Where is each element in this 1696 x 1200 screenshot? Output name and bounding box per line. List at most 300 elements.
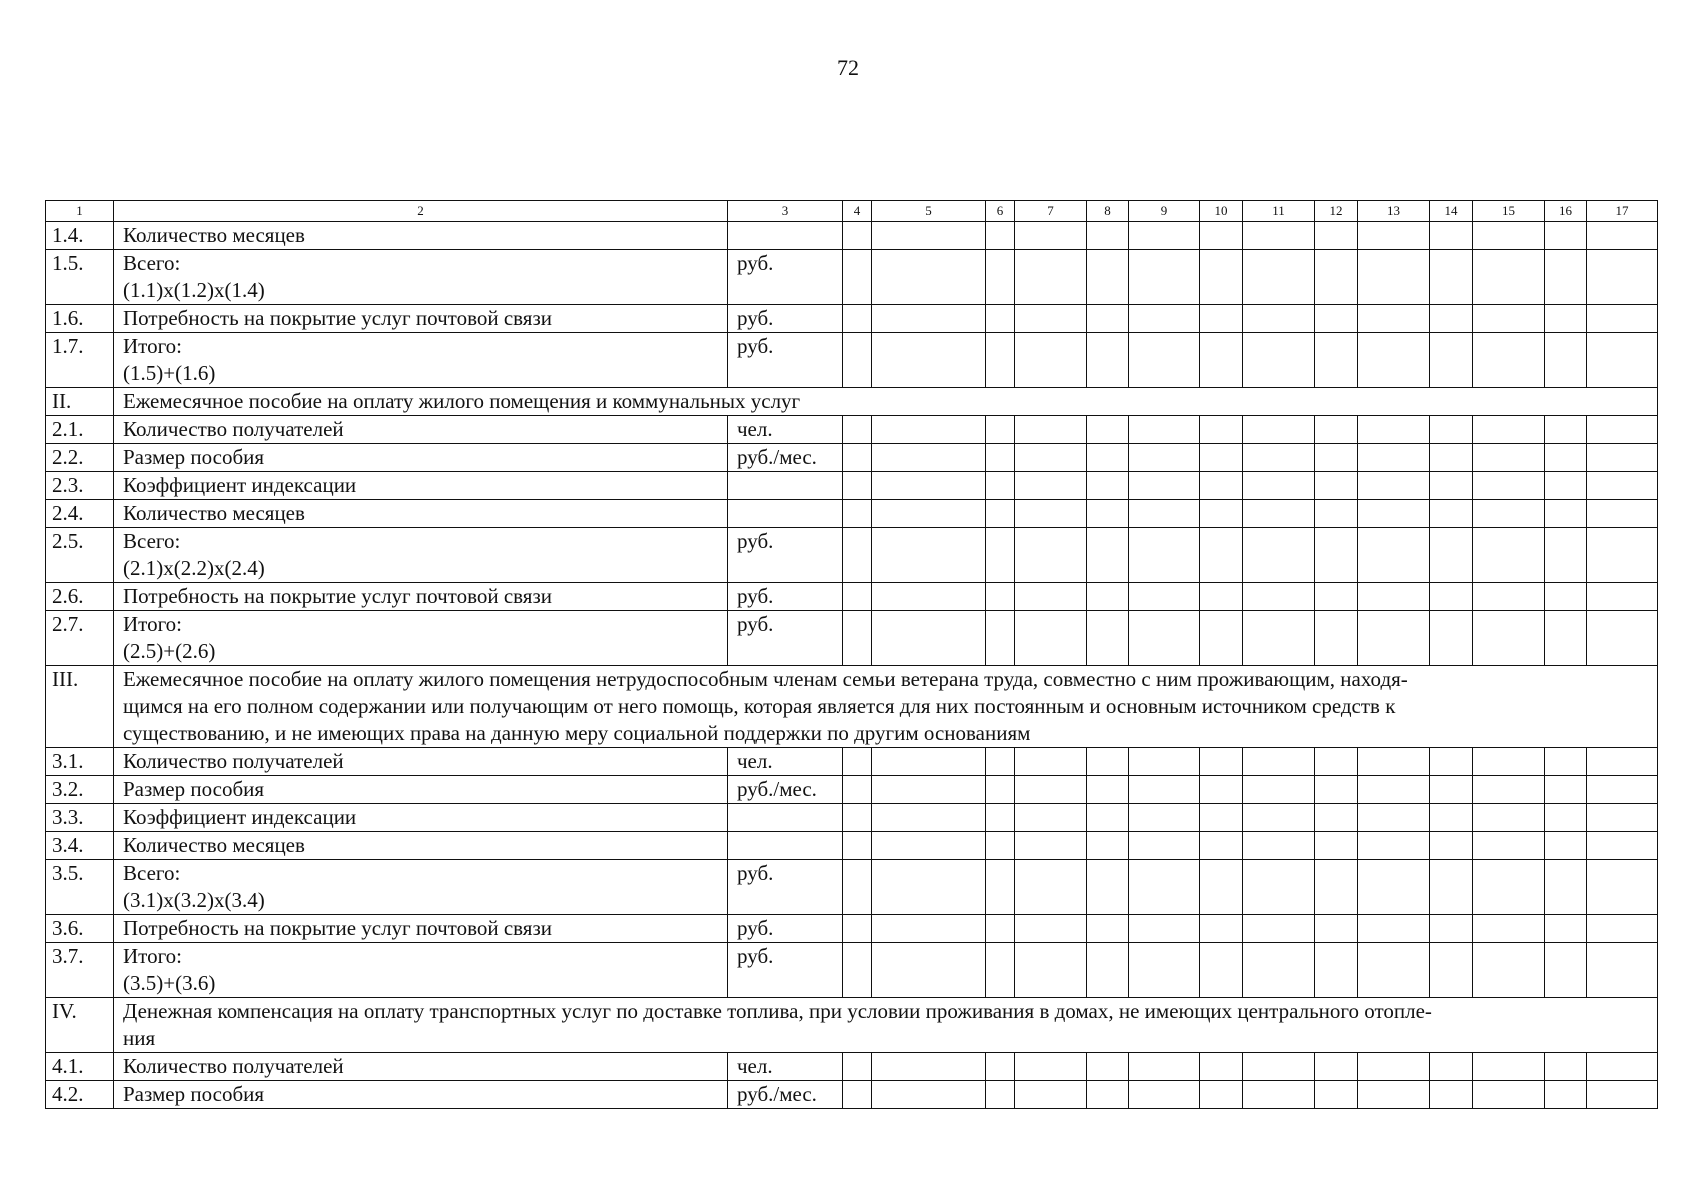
indicator-label: Количество месяцев [123, 223, 305, 247]
unit-cell: руб. [728, 583, 843, 611]
value-cell [1473, 943, 1545, 998]
value-cell [1430, 250, 1473, 305]
unit-cell: руб./мес. [728, 444, 843, 472]
value-cell [1200, 748, 1243, 776]
value-cell [1545, 832, 1587, 860]
value-cell [1243, 444, 1315, 472]
value-cell [1129, 832, 1200, 860]
value-cell [1473, 416, 1545, 444]
value-cell [1358, 305, 1430, 333]
value-cell [1087, 943, 1129, 998]
value-cell [1315, 444, 1358, 472]
table-row [46, 472, 1658, 500]
table-row [46, 1081, 1658, 1109]
value-cell [1015, 915, 1087, 943]
value-cell [1315, 416, 1358, 444]
value-cell [1243, 416, 1315, 444]
table-row [46, 305, 1658, 333]
value-cell [1087, 1081, 1129, 1109]
value-cell [986, 528, 1015, 583]
value-cell [1200, 915, 1243, 943]
value-cell [986, 305, 1015, 333]
page-number: 72 [837, 55, 859, 80]
indicator-name [114, 583, 728, 611]
unit-cell [728, 804, 843, 832]
value-cell [872, 915, 986, 943]
value-cell [1545, 748, 1587, 776]
value-cell [1200, 860, 1243, 915]
value-cell [1358, 472, 1430, 500]
value-cell [872, 416, 986, 444]
table-row [46, 943, 1658, 998]
value-cell [1129, 804, 1200, 832]
value-cell [1473, 472, 1545, 500]
row-number: 1.4. [46, 222, 114, 250]
value-cell [843, 1053, 872, 1081]
value-cell [1545, 250, 1587, 305]
value-cell [1358, 915, 1430, 943]
value-cell [1315, 250, 1358, 305]
value-cell [1545, 943, 1587, 998]
value-cell [872, 748, 986, 776]
column-number-cell: 13 [1358, 201, 1430, 222]
indicator-name [114, 500, 728, 528]
value-cell [1315, 832, 1358, 860]
value-cell [1587, 583, 1658, 611]
value-cell [1087, 250, 1129, 305]
value-cell [1430, 748, 1473, 776]
row-number: 3.1. [46, 748, 114, 776]
value-cell [1200, 1053, 1243, 1081]
value-cell [1545, 776, 1587, 804]
value-cell [872, 1081, 986, 1109]
value-cell [1358, 1081, 1430, 1109]
value-cell [986, 472, 1015, 500]
value-cell [1587, 528, 1658, 583]
value-cell [1129, 416, 1200, 444]
value-cell [1200, 1081, 1243, 1109]
value-cell [1430, 305, 1473, 333]
value-cell [1200, 832, 1243, 860]
value-cell [1243, 832, 1315, 860]
indicator-name [114, 915, 728, 943]
value-cell [986, 583, 1015, 611]
table-row [46, 611, 1658, 666]
value-cell [1358, 860, 1430, 915]
column-number-cell: 12 [1315, 201, 1358, 222]
value-cell [843, 1081, 872, 1109]
row-number: 1.5. [46, 250, 114, 305]
table-row [46, 1053, 1658, 1081]
value-cell [1587, 832, 1658, 860]
table-row [46, 444, 1658, 472]
value-cell [986, 611, 1015, 666]
value-cell [1430, 416, 1473, 444]
value-cell [986, 250, 1015, 305]
value-cell [1545, 915, 1587, 943]
value-cell [1473, 832, 1545, 860]
value-cell [1200, 333, 1243, 388]
value-cell [1430, 583, 1473, 611]
value-cell [1315, 860, 1358, 915]
value-cell [872, 611, 986, 666]
value-cell [1473, 1081, 1545, 1109]
unit-cell [728, 832, 843, 860]
value-cell [1015, 860, 1087, 915]
indicator-name [114, 1081, 728, 1109]
value-cell [1430, 1053, 1473, 1081]
indicator-label: Потребность на покрытие услуг почтовой связи [123, 306, 552, 330]
table-row [46, 915, 1658, 943]
value-cell [872, 250, 986, 305]
value-cell [1015, 250, 1087, 305]
value-cell [1315, 500, 1358, 528]
value-cell [986, 416, 1015, 444]
column-number-cell: 3 [728, 201, 843, 222]
value-cell [1545, 583, 1587, 611]
value-cell [1087, 472, 1129, 500]
column-number-cell: 10 [1200, 201, 1243, 222]
value-cell [1587, 305, 1658, 333]
value-cell [1087, 305, 1129, 333]
value-cell [1129, 333, 1200, 388]
unit-cell: чел. [728, 1053, 843, 1081]
value-cell [1015, 776, 1087, 804]
row-number: 3.2. [46, 776, 114, 804]
section-title [114, 998, 1658, 1053]
value-cell [986, 444, 1015, 472]
unit-cell: руб. [728, 860, 843, 915]
value-cell [1587, 333, 1658, 388]
column-number-cell: 4 [843, 201, 872, 222]
value-cell [1087, 611, 1129, 666]
value-cell [1200, 222, 1243, 250]
table-row [46, 416, 1658, 444]
value-cell [1200, 305, 1243, 333]
indicator-label: Итого: [123, 944, 182, 968]
value-cell [1315, 1053, 1358, 1081]
value-cell [1243, 222, 1315, 250]
indicator-name [114, 748, 728, 776]
value-cell [1200, 500, 1243, 528]
value-cell [1430, 611, 1473, 666]
value-cell [872, 305, 986, 333]
value-cell [1015, 222, 1087, 250]
value-cell [1129, 528, 1200, 583]
column-number-row [46, 201, 1658, 222]
section-row [46, 998, 1658, 1053]
value-cell [1358, 611, 1430, 666]
value-cell [1015, 305, 1087, 333]
indicator-name [114, 611, 728, 666]
value-cell [1358, 776, 1430, 804]
value-cell [1087, 416, 1129, 444]
value-cell [1129, 1081, 1200, 1109]
value-cell [1587, 472, 1658, 500]
column-number-cell: 11 [1243, 201, 1315, 222]
value-cell [1200, 583, 1243, 611]
table-body [46, 201, 1658, 1109]
column-number-cell: 6 [986, 201, 1015, 222]
row-number: 3.3. [46, 804, 114, 832]
value-cell [1358, 444, 1430, 472]
column-number-cell: 7 [1015, 201, 1087, 222]
section-title-line: существованию, и не имеющих права на данную меру социальной поддержки по другим основаниям [123, 721, 1031, 745]
value-cell [1243, 1081, 1315, 1109]
indicator-label: Коэффициент индексации [123, 473, 357, 497]
value-cell [1587, 250, 1658, 305]
value-cell [1587, 500, 1658, 528]
value-cell [843, 472, 872, 500]
value-cell [1015, 528, 1087, 583]
indicator-name [114, 333, 728, 388]
unit-cell: руб. [728, 333, 843, 388]
unit-cell [728, 222, 843, 250]
column-number-cell: 2 [114, 201, 728, 222]
value-cell [1430, 444, 1473, 472]
indicator-name [114, 472, 728, 500]
row-number: 2.5. [46, 528, 114, 583]
value-cell [1243, 583, 1315, 611]
value-cell [1358, 500, 1430, 528]
unit-cell: руб./мес. [728, 1081, 843, 1109]
value-cell [986, 915, 1015, 943]
value-cell [1015, 1081, 1087, 1109]
value-cell [872, 776, 986, 804]
indicator-label: Потребность на покрытие услуг почтовой связи [123, 584, 552, 608]
indicator-formula: (1.5)+(1.6) [123, 361, 216, 385]
value-cell [1243, 472, 1315, 500]
value-cell [1243, 305, 1315, 333]
indicator-formula: (1.1)x(1.2)x(1.4) [123, 278, 265, 302]
indicator-label: Количество получателей [123, 417, 344, 441]
value-cell [1015, 472, 1087, 500]
value-cell [1473, 333, 1545, 388]
unit-cell [728, 472, 843, 500]
value-cell [1545, 333, 1587, 388]
value-cell [1243, 611, 1315, 666]
value-cell [1430, 776, 1473, 804]
value-cell [1587, 444, 1658, 472]
value-cell [1087, 500, 1129, 528]
value-cell [1129, 611, 1200, 666]
table-row [46, 776, 1658, 804]
value-cell [1087, 804, 1129, 832]
indicator-label: Количество получателей [123, 749, 344, 773]
value-cell [1087, 444, 1129, 472]
value-cell [1430, 915, 1473, 943]
table-row [46, 804, 1658, 832]
value-cell [1430, 860, 1473, 915]
value-cell [1243, 250, 1315, 305]
value-cell [843, 444, 872, 472]
column-number-cell: 9 [1129, 201, 1200, 222]
section-row [46, 388, 1658, 416]
value-cell [986, 832, 1015, 860]
value-cell [986, 860, 1015, 915]
value-cell [843, 611, 872, 666]
value-cell [1200, 611, 1243, 666]
value-cell [986, 500, 1015, 528]
indicator-name [114, 528, 728, 583]
value-cell [872, 472, 986, 500]
indicator-formula: (2.5)+(2.6) [123, 639, 216, 663]
indicator-label: Всего: [123, 861, 181, 885]
column-number-cell: 1 [46, 201, 114, 222]
unit-cell: руб. [728, 305, 843, 333]
unit-cell: руб. [728, 250, 843, 305]
value-cell [1358, 222, 1430, 250]
value-cell [1200, 472, 1243, 500]
value-cell [1129, 583, 1200, 611]
unit-cell: руб. [728, 611, 843, 666]
value-cell [1358, 250, 1430, 305]
section-title-line: щимся на его полном содержании или получающим от него помощь, которая является для них постоянным и основным источником средств к [123, 694, 1396, 718]
section-title-line: Денежная компенсация на оплату транспортных услуг по доставке топлива, при условии проживания в домах, не имеющих центрального отопле- [123, 999, 1432, 1023]
value-cell [843, 500, 872, 528]
row-number: 3.5. [46, 860, 114, 915]
indicator-name [114, 222, 728, 250]
column-number-cell: 14 [1430, 201, 1473, 222]
value-cell [1243, 804, 1315, 832]
indicator-formula: (2.1)x(2.2)x(2.4) [123, 556, 265, 580]
row-number: 3.6. [46, 915, 114, 943]
value-cell [1545, 305, 1587, 333]
unit-cell: чел. [728, 748, 843, 776]
value-cell [1430, 943, 1473, 998]
indicator-label: Потребность на покрытие услуг почтовой связи [123, 916, 552, 940]
row-number: 4.1. [46, 1053, 114, 1081]
value-cell [1473, 444, 1545, 472]
indicator-label: Итого: [123, 334, 182, 358]
value-cell [1129, 250, 1200, 305]
table-row [46, 860, 1658, 915]
value-cell [986, 1081, 1015, 1109]
column-number-cell: 15 [1473, 201, 1545, 222]
value-cell [1473, 748, 1545, 776]
section-title-line: Ежемесячное пособие на оплату жилого помещения нетрудоспособным членам семьи ветерана труда, совместно с ним проживающим, находя- [123, 667, 1408, 691]
value-cell [1473, 305, 1545, 333]
value-cell [1087, 776, 1129, 804]
unit-cell [728, 500, 843, 528]
row-number: 2.6. [46, 583, 114, 611]
value-cell [1430, 1081, 1473, 1109]
unit-cell: руб. [728, 528, 843, 583]
value-cell [1430, 222, 1473, 250]
value-cell [1430, 472, 1473, 500]
value-cell [986, 804, 1015, 832]
indicator-name [114, 832, 728, 860]
value-cell [1473, 860, 1545, 915]
value-cell [1243, 776, 1315, 804]
indicator-name [114, 776, 728, 804]
value-cell [1243, 1053, 1315, 1081]
row-number: 2.4. [46, 500, 114, 528]
value-cell [1015, 1053, 1087, 1081]
value-cell [1430, 500, 1473, 528]
value-cell [1587, 748, 1658, 776]
value-cell [1129, 500, 1200, 528]
budget-table [45, 200, 1658, 1109]
value-cell [1473, 776, 1545, 804]
table-row [46, 832, 1658, 860]
value-cell [843, 748, 872, 776]
value-cell [1315, 748, 1358, 776]
value-cell [872, 1053, 986, 1081]
value-cell [1200, 528, 1243, 583]
value-cell [1473, 1053, 1545, 1081]
value-cell [986, 333, 1015, 388]
value-cell [1358, 583, 1430, 611]
row-number: IV. [46, 998, 114, 1053]
section-title [114, 388, 1658, 416]
value-cell [1473, 611, 1545, 666]
value-cell [1587, 943, 1658, 998]
value-cell [1545, 472, 1587, 500]
value-cell [1200, 776, 1243, 804]
value-cell [1358, 832, 1430, 860]
column-number-cell: 8 [1087, 201, 1129, 222]
value-cell [872, 860, 986, 915]
indicator-label: Размер пособия [123, 777, 265, 801]
row-number: 2.1. [46, 416, 114, 444]
value-cell [1087, 528, 1129, 583]
indicator-label: Количество месяцев [123, 501, 305, 525]
value-cell [1430, 333, 1473, 388]
value-cell [1587, 860, 1658, 915]
value-cell [1473, 222, 1545, 250]
value-cell [843, 804, 872, 832]
value-cell [1315, 583, 1358, 611]
value-cell [1129, 222, 1200, 250]
value-cell [1473, 500, 1545, 528]
value-cell [1315, 528, 1358, 583]
indicator-label: Всего: [123, 529, 181, 553]
value-cell [872, 500, 986, 528]
value-cell [1315, 943, 1358, 998]
value-cell [1015, 416, 1087, 444]
indicator-name [114, 416, 728, 444]
value-cell [843, 416, 872, 444]
section-title-line: ния [123, 1026, 156, 1050]
value-cell [872, 444, 986, 472]
value-cell [1473, 583, 1545, 611]
value-cell [1015, 500, 1087, 528]
value-cell [1545, 500, 1587, 528]
value-cell [1315, 472, 1358, 500]
value-cell [1358, 943, 1430, 998]
row-number: 2.2. [46, 444, 114, 472]
value-cell [1545, 1081, 1587, 1109]
value-cell [1243, 860, 1315, 915]
value-cell [1129, 472, 1200, 500]
value-cell [872, 583, 986, 611]
value-cell [1200, 444, 1243, 472]
indicator-label: Размер пособия [123, 1082, 265, 1106]
indicator-formula: (3.1)x(3.2)x(3.4) [123, 888, 265, 912]
value-cell [1315, 305, 1358, 333]
value-cell [1087, 222, 1129, 250]
value-cell [872, 222, 986, 250]
value-cell [1430, 832, 1473, 860]
value-cell [843, 250, 872, 305]
value-cell [1315, 333, 1358, 388]
value-cell [872, 804, 986, 832]
value-cell [872, 832, 986, 860]
value-cell [1587, 222, 1658, 250]
value-cell [1129, 444, 1200, 472]
value-cell [1243, 500, 1315, 528]
